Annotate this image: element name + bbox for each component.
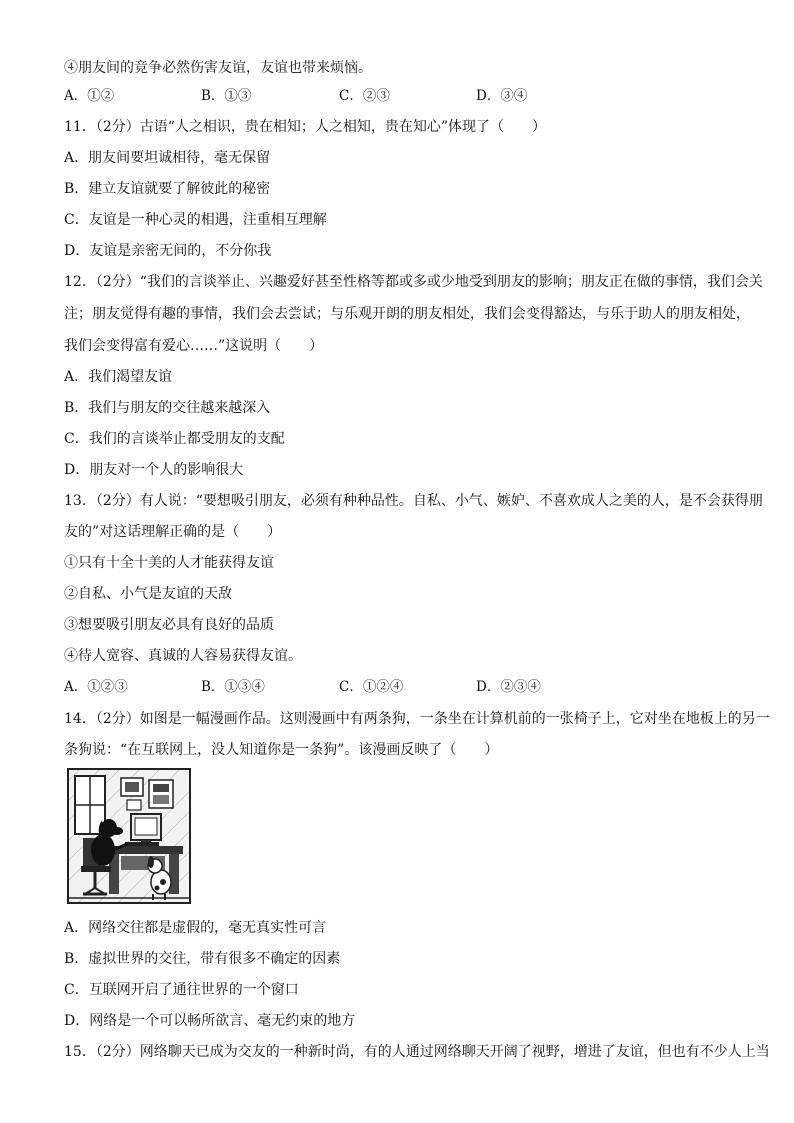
q14-option-c: C．互联网开启了通往世界的一个窗口 [64,982,299,998]
q13-item-1: ①只有十全十美的人才能获得友谊 [64,555,274,571]
q10-option-d: D．③④ [476,88,528,104]
q12-stem-line-2: 注；朋友觉得有趣的事情，我们会去尝试；与乐观开朗的朋友相处，我们会变得豁达，与乐于助人的朋友相处， [64,306,750,322]
q13-item-2: ②自私、小气是友谊的天敌 [64,586,232,602]
q13-option-c: C．①②④ [339,679,404,695]
q13-option-d: D．②③④ [476,679,541,695]
q11-option-b: B．建立友谊就要了解彼此的秘密 [64,181,271,197]
q11-option-c: C．友谊是一种心灵的相遇，注重相互理解 [64,212,327,228]
q13-stem-line-2: 友的”对这话理解正确的是（ ） [64,524,282,540]
q13-option-a: A．①②③ [64,679,128,695]
q13-item-4: ④待人宽容、真诚的人容易获得友谊。 [64,648,302,664]
q11-option-d: D．友谊是亲密无间的，不分你我 [64,243,272,259]
q13-item-3: ③想要吸引朋友必具有良好的品质 [64,617,274,633]
q10-item-4: ④朋友间的竞争必然伤害友谊，友谊也带来烦恼。 [64,60,372,76]
q13-stem-line-1: 13．（2分）有人说：“要想吸引朋友，必须有种种品性。自私、小气、嫉妒、不喜欢成人之美的人，是不会获得朋 [64,493,763,509]
q14-option-b: B．虚拟世界的交往，带有很多不确定的因素 [64,951,341,967]
q10-option-b: B．①③ [201,88,252,104]
dog-computer-cartoon [67,768,191,904]
q10-option-c: C．②③ [339,88,390,104]
q12-option-b: B．我们与朋友的交往越来越深入 [64,400,271,416]
q14-stem-line-2: 条狗说：“在互联网上，没人知道你是一条狗”。该漫画反映了（ ） [64,742,499,758]
q13-option-b: B．①③④ [201,679,265,695]
q14-stem-line-1: 14．（2分）如图是一幅漫画作品。这则漫画中有两条狗，一条坐在计算机前的一张椅子上，它对坐在地板上的另一 [64,711,770,727]
q12-option-c: C．我们的言谈举止都受朋友的支配 [64,431,285,447]
q10-option-a: A．①② [64,88,115,104]
q12-option-a: A．我们渴望友谊 [64,369,173,385]
q12-option-d: D．朋友对一个人的影响很大 [64,462,244,478]
q13-options [64,677,664,697]
q12-stem-line-3: 我们会变得富有爱心……”这说明（ ） [64,338,324,354]
q11-stem: 11．（2分）古语“人之相识，贵在相知；人之相知，贵在知心”体现了（ ） [64,119,547,135]
q14-option-d: D．网络是一个可以畅所欲言、毫无约束的地方 [64,1013,356,1029]
q12-stem-line-1: 12．（2分）“我们的言谈举止、兴趣爱好甚至性格等都或多或少地受到朋友的影响；朋友正在做的事情，我们会关 [64,274,763,290]
q10-options [64,86,664,106]
q11-option-a: A．朋友间要坦诚相待，毫无保留 [64,150,271,166]
q14-option-a: A．网络交往都是虚假的，毫无真实性可言 [64,920,327,936]
q15-stem-line-1: 15．（2分）网络聊天已成为交友的一种新时尚，有的人通过网络聊天开阔了视野，增进了友谊，但也有不少人上当 [64,1044,770,1060]
